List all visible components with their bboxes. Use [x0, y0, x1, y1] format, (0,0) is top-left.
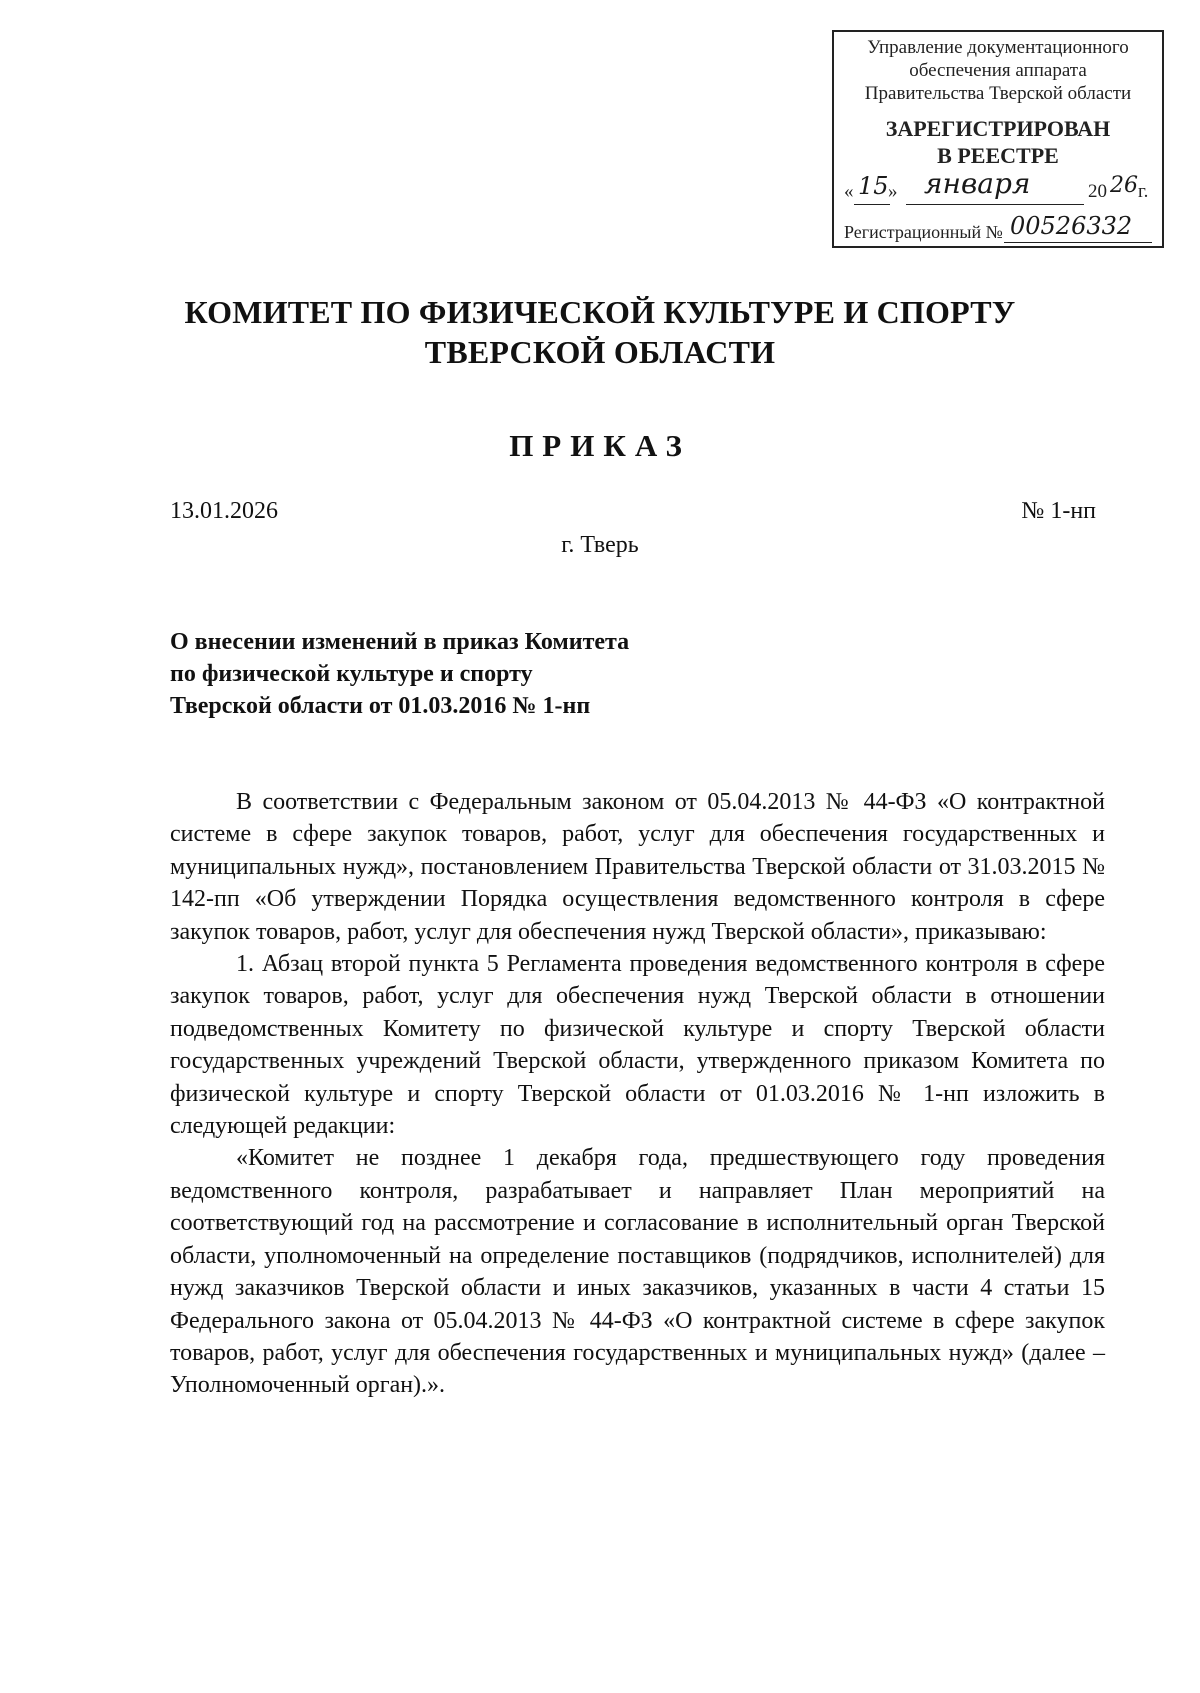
body-paragraph-2: 1. Абзац второй пункта 5 Регламента проведения ведомственного контроля в сфере закупок товаров, работ, услуг для обеспечения нужд Тверской области в отношении подведомственных Комитету по физической культуре и спорту Тверской области государственных учреждений Тверской области, утвержденного приказом Комитета по физической культуре и спорту Тверской области от 01.03.2016 № 1-нп изложить в следующей редакции:: [170, 951, 1105, 1140]
subject-line-2: по физической культуре и спорту: [170, 661, 533, 687]
organization-title: [0, 292, 1200, 372]
stamp-reg-number: 00526332: [1010, 212, 1133, 240]
stamp-year-end: г.: [1138, 181, 1149, 202]
stamp-number-line: [844, 212, 1156, 246]
stamp-close-quote: »: [888, 181, 898, 202]
document-number: № 1-нп: [1021, 498, 1096, 524]
stamp-open-quote: «: [844, 181, 854, 202]
stamp-registered: [834, 115, 1162, 169]
body-paragraph-1: В соответствии с Федеральным законом от 05.04.2013 № 44-ФЗ «О контрактной системе в сфере закупок товаров, работ, услуг для обеспечения государственных и муниципальных нужд», постановлением Правительства Тверской области от 31.03.2015 № 142-пп «Об утверждении Порядка осуществления ведомственного контроля в сфере закупок товаров, работ, услуг для обеспечения нужд Тверской области», приказываю:: [170, 789, 1105, 945]
stamp-year-prefix: 20: [1088, 181, 1107, 202]
org-title-line-1: КОМИТЕТ ПО ФИЗИЧЕСКОЙ КУЛЬТУРЕ И СПОРТУ: [184, 294, 1016, 330]
stamp-dept-line-1: Управление документационного: [867, 37, 1129, 58]
document-type: ПРИКАЗ: [509, 428, 691, 463]
document-date: 13.01.2026: [170, 498, 278, 524]
subject-line-3: Тверской области от 01.03.2016 № 1-нп: [170, 693, 591, 719]
subject-line-1: О внесении изменений в приказ Комитета: [170, 629, 630, 655]
stamp-registered-line-2: В РЕЕСТРЕ: [937, 143, 1059, 168]
org-title-line-2: ТВЕРСКОЙ ОБЛАСТИ: [424, 334, 776, 370]
stamp-day: 15: [858, 172, 889, 200]
document-place: г. Тверь: [561, 532, 639, 558]
document-body: [170, 786, 1105, 1402]
stamp-month: января: [924, 167, 1031, 200]
body-paragraph-3: «Комитет не позднее 1 декабря года, предшествующего году проведения ведомственного контроля, разрабатывает и направляет План мероприятий на соответствующий год на рассмотрение и согласование в исполнительный орган Тверской области, уполномоченный на определение поставщиков (подрядчиков, исполнителей) для нужд заказчиков Тверской области и иных заказчиков, указанных в части 4 статьи 15 Федерального закона от 05.04.2013 № 44-ФЗ «О контрактной системе в сфере закупок товаров, работ, услуг для обеспечения государственных и муниципальных нужд» (далее – Уполномоченный орган).».: [170, 1145, 1105, 1399]
stamp-dept-line-2: обеспечения аппарата: [909, 60, 1087, 81]
stamp-dept-line-3: Правительства Тверской области: [864, 83, 1132, 104]
stamp-reg-label: Регистрационный №: [844, 222, 1003, 242]
stamp-year-suffix: 26: [1110, 173, 1138, 198]
stamp-department: [834, 36, 1162, 105]
document-subject: [170, 626, 790, 722]
registration-stamp: [832, 30, 1164, 248]
stamp-registered-line-1: ЗАРЕГИСТРИРОВАН: [885, 116, 1111, 141]
stamp-date-line: [844, 167, 1156, 214]
